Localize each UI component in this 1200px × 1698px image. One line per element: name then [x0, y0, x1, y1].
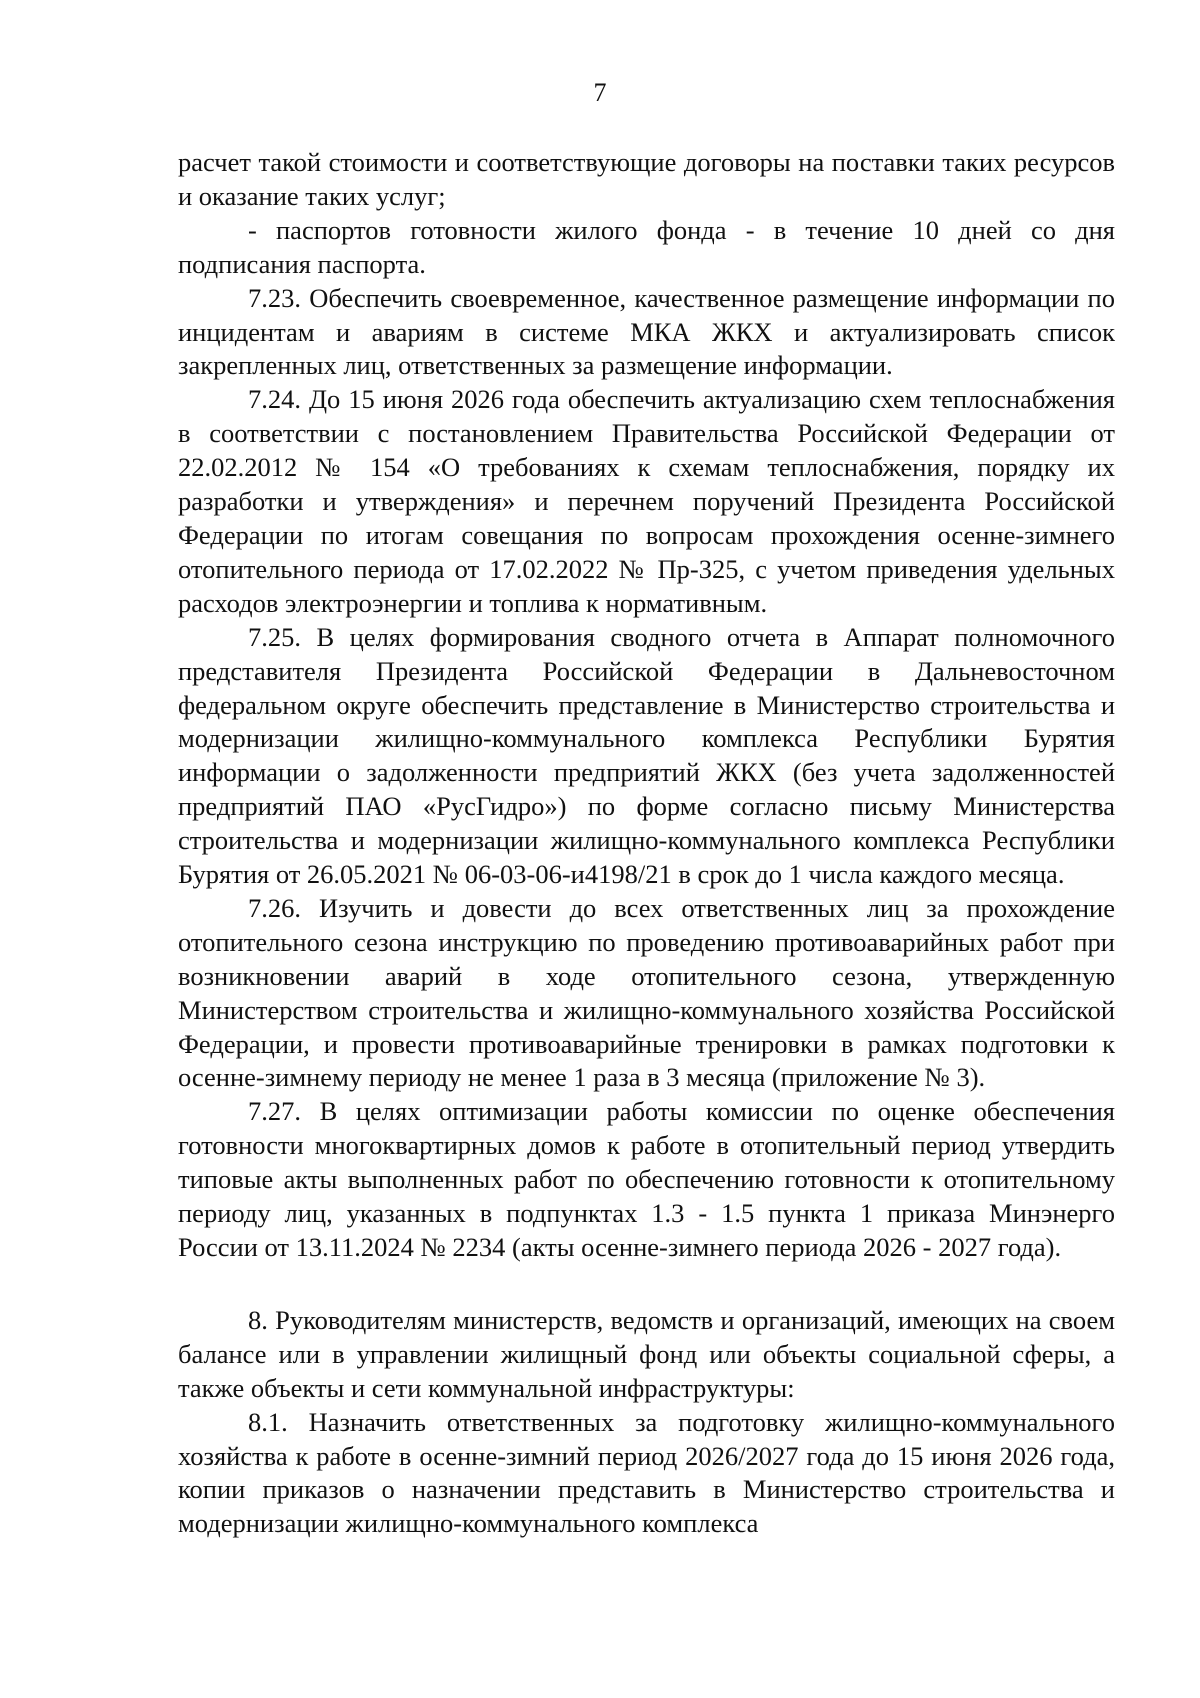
paragraph-7-25: 7.25. В целях формирования сводного отчета в Аппарат полномочного представителя Президента Российской Федерации в Дальневосточном федеральном округе обеспечить представление в Министерство строительства и модернизации жилищно-коммунального комплекса Республики Бурятия информации о задолженности предприятий ЖКХ (без учета задолженностей предприятий ПАО «РусГидро») по форме согласно письму Министерства строительства и модернизации жилищно-коммунального комплекса Республики Бурятия от 26.05.2021 № 06-03-06-и4198/21 в срок до 1 числа каждого месяца.	[178, 621, 1115, 890]
paragraph-8: 8. Руководителям министерств, ведомств и организаций, имеющих на своем балансе или в управлении жилищный фонд или объекты социальной сферы, а также объекты и сети коммунальной инфраструктуры:	[178, 1304, 1115, 1403]
paragraph-continuation: расчет такой стоимости и соответствующие договоры на поставки таких ресурсов и оказание таких услуг;	[178, 147, 1115, 211]
paragraph-7-24: 7.24. До 15 июня 2026 года обеспечить актуализацию схем теплоснабжения в соответствии с постановлением Правительства Российской Федерации от 22.02.2012 № 154 «О требованиях к схемам теплоснабжения, порядку их разработки и утверждения» и перечнем поручений Президента Российской Федерации по итогам совещания по вопросам прохождения осенне-зимнего отопительного периода от 17.02.2022 № Пр-325, с учетом приведения удельных расходов электроэнергии и топлива к нормативным.	[178, 384, 1115, 618]
section-spacer	[178, 1265, 1115, 1304]
paragraph-passports-deadline: - паспортов готовности жилого фонда - в течение 10 дней со дня подписания паспорта.	[178, 214, 1115, 279]
paragraph-8-1: 8.1. Назначить ответственных за подготовку жилищно-коммунального хозяйства к работе в осенне-зимний период 2026/2027 года до 15 июня 2026 года, копии приказов о назначении представить в Министерство строительства и модернизации жилищно-коммунального комплекса	[178, 1406, 1115, 1539]
document-body	[178, 146, 1115, 1541]
paragraph-7-27: 7.27. В целях оптимизации работы комиссии по оценке обеспечения готовности многоквартирных домов к работе в отопительный период утвердить типовые акты выполненных работ по обеспечению готовности к отопительному периоду лиц, указанных в подпунктах 1.3 - 1.5 пункта 1 приказа Минэнерго России от 13.11.2024 № 2234 (акты осенне-зимнего периода 2026 - 2027 года).	[178, 1096, 1115, 1262]
page-number: 7	[593, 78, 607, 107]
paragraph-7-26: 7.26. Изучить и довести до всех ответственных лиц за прохождение отопительного сезона инструкцию по проведению противоаварийных работ при возникновении аварий в ходе отопительного сезона, утвержденную Министерством строительства и жилищно-коммунального хозяйства Российской Федерации, и провести противоаварийные тренировки в рамках подготовки к осенне-зимнему периоду не менее 1 раза в 3 месяца (приложение № 3).	[178, 892, 1115, 1093]
paragraph-7-23: 7.23. Обеспечить своевременное, качественное размещение информации по инцидентам и авариям в системе МКА ЖКХ и актуализировать список закрепленных лиц, ответственных за размещение информации.	[178, 282, 1115, 381]
